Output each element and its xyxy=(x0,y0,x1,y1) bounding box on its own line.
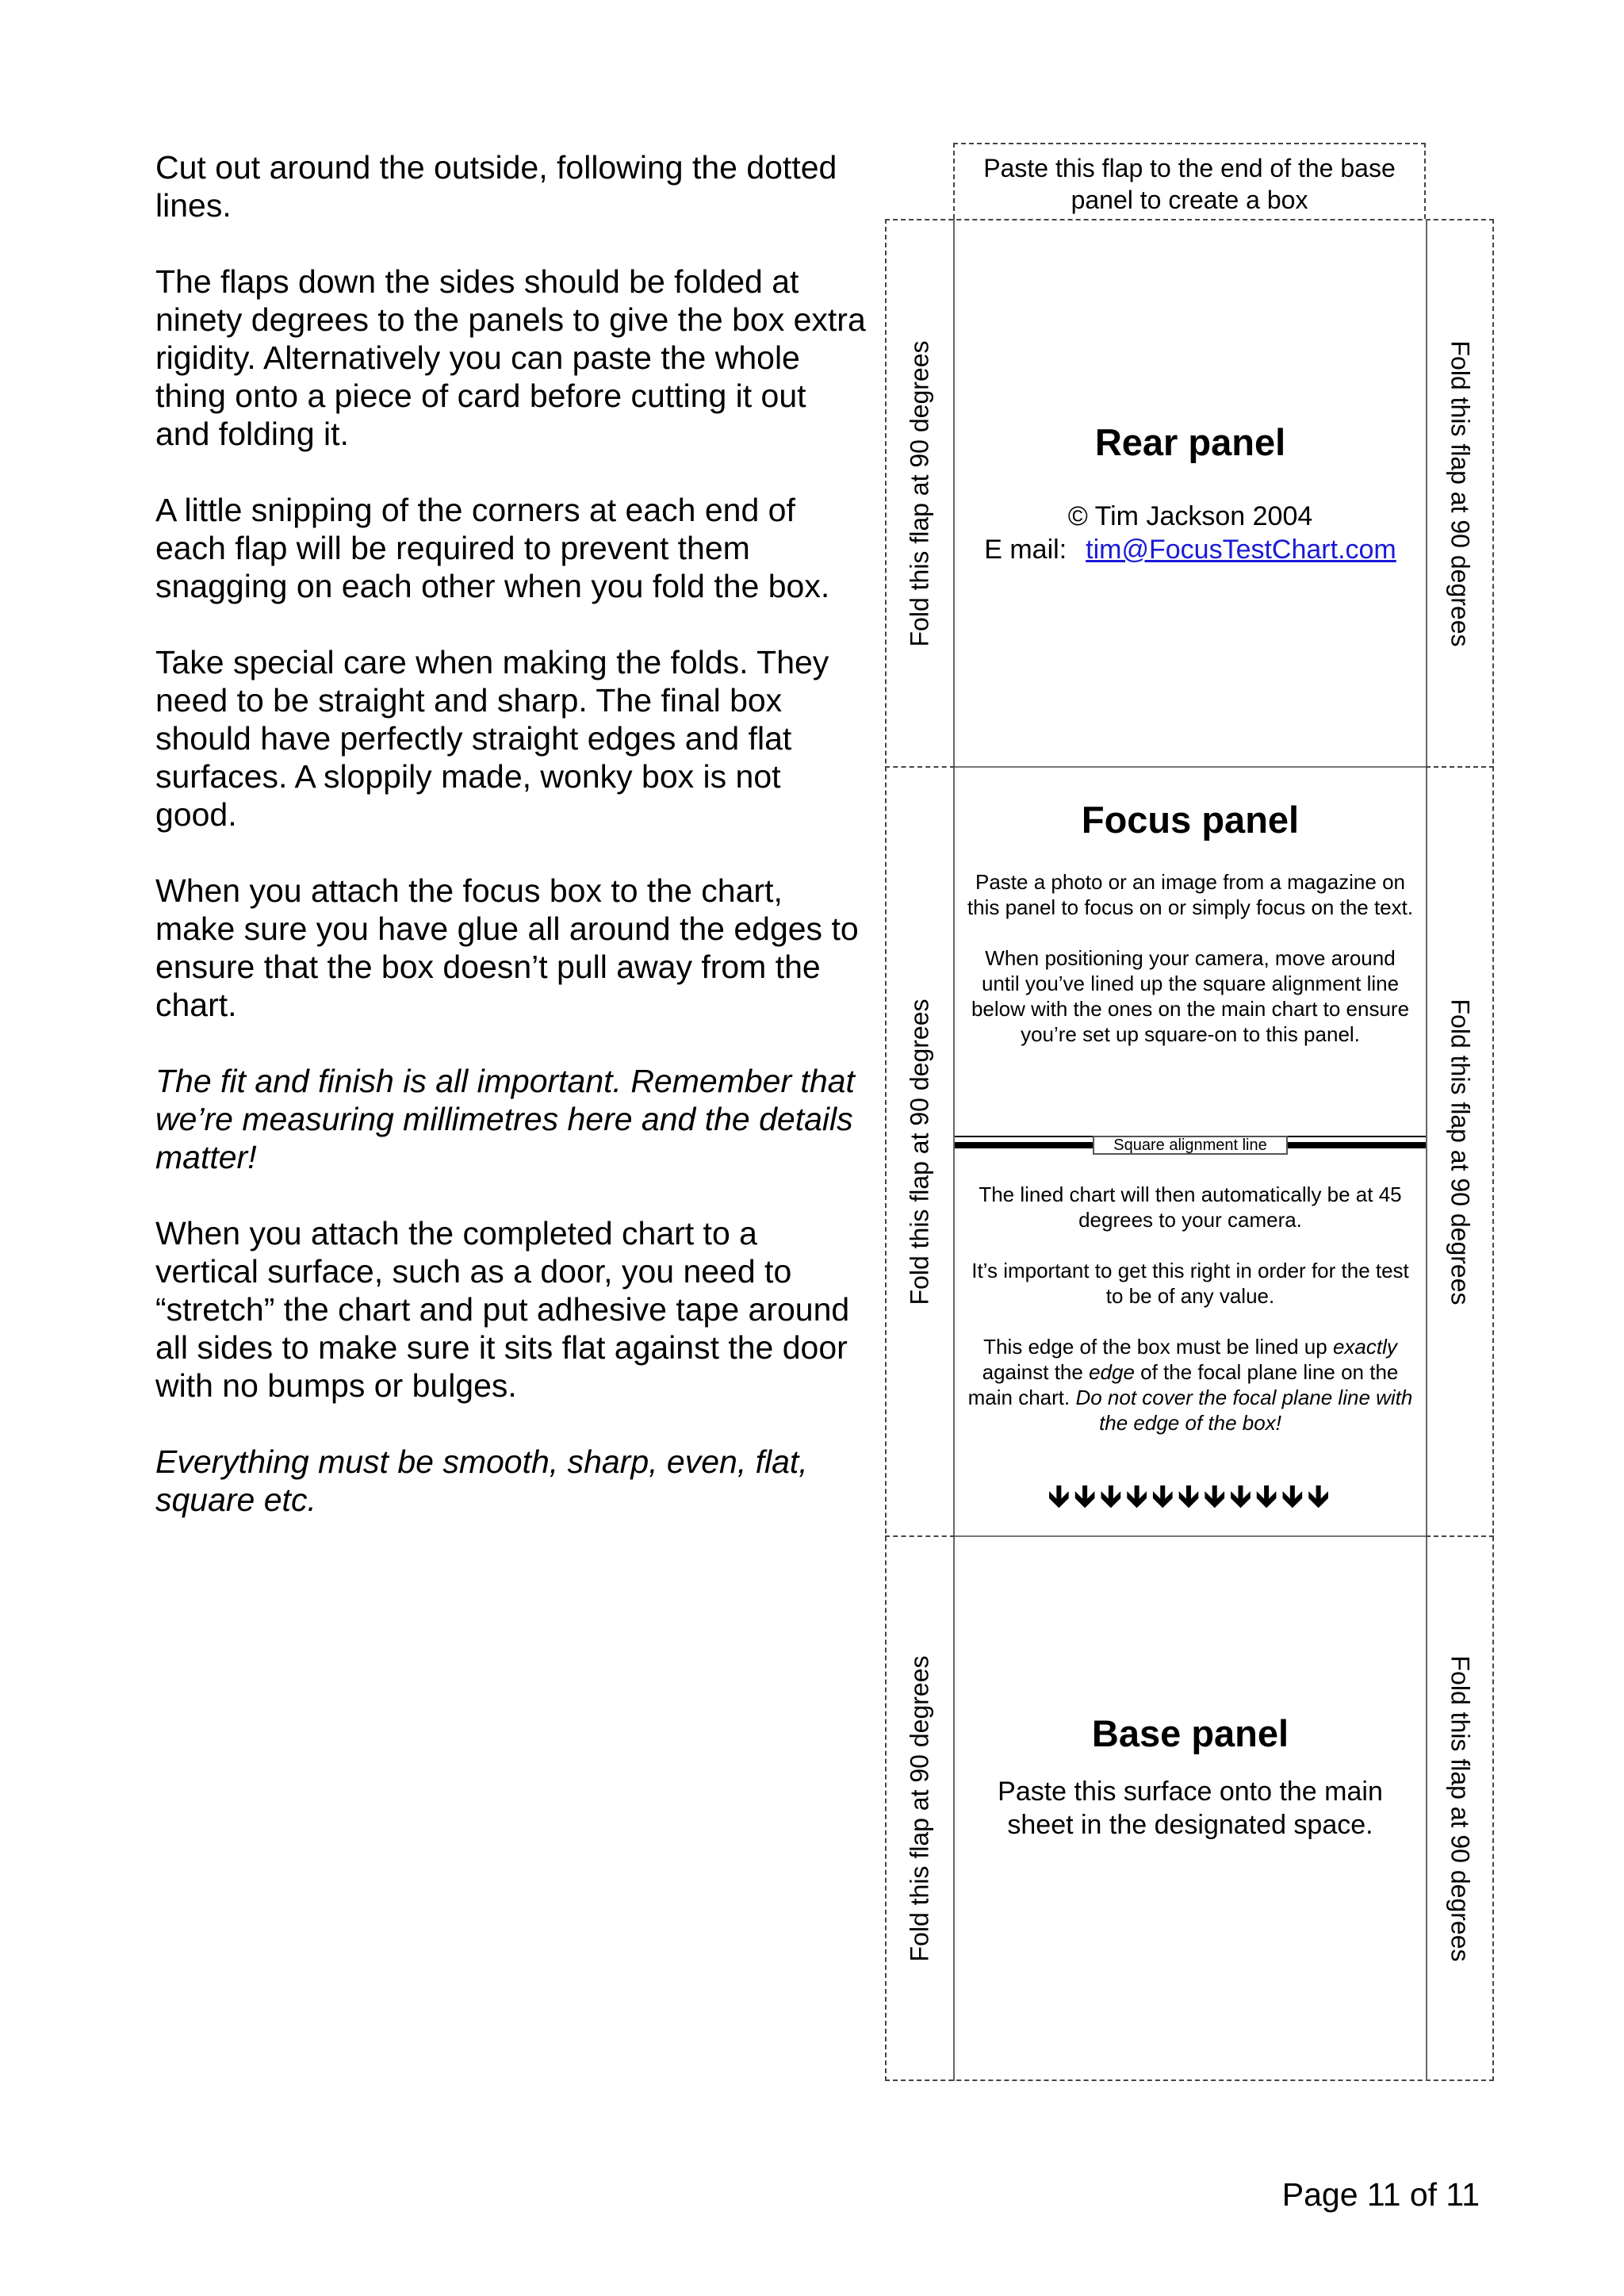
right-flap-focus xyxy=(1427,768,1492,1535)
instruction-flaps: The flaps down the sides should be folded at ninety degrees to the panels to give the box extra rigidity. Alternatively you can paste the whole thing onto a piece of card before cutting it out and folding it. xyxy=(155,263,866,452)
instruction-fit-finish: The fit and finish is all important. Remember that we’re measuring millimetres here and the details matter! xyxy=(155,1063,855,1175)
top-flap-label: Paste this flap to the end of the base panel to create a box xyxy=(983,154,1396,214)
instruction-smooth: Everything must be smooth, sharp, even, flat, square etc. xyxy=(155,1443,808,1518)
instructions-column xyxy=(155,148,869,1557)
right-flap-base-label: Fold this flap at 90 degrees xyxy=(1446,1654,1475,1962)
rear-email-row xyxy=(955,533,1426,566)
focus-note-45-degrees: The lined chart will then automatically be at 45 degrees to your camera. xyxy=(979,1182,1402,1232)
right-flap-base xyxy=(1427,1537,1492,2079)
focus-note-photo: Paste a photo or an image from a magazine on this panel to focus on or simply focus on the text. xyxy=(967,870,1414,919)
edge-note-emphasis: exactly xyxy=(1332,1335,1397,1359)
focus-note-edge xyxy=(955,1334,1426,1435)
focus-panel xyxy=(955,798,1426,1072)
edge-note-emphasis: edge xyxy=(1089,1360,1135,1384)
rear-panel xyxy=(955,420,1426,566)
left-flap-focus xyxy=(887,768,953,1535)
focus-note-positioning: When positioning your camera, move around until you’ve lined up the square alignment line below with the ones on the main chart to ensure you’re set up square-on to this panel. xyxy=(971,946,1410,1046)
edge-note-part: This edge of the box must be lined up xyxy=(983,1335,1333,1359)
top-paste-flap xyxy=(953,143,1426,219)
instruction-snipping: A little snipping of the corners at each end of each flap will be required to prevent them snagging on each other when you fold the box. xyxy=(155,492,830,604)
left-flap-focus-label: Fold this flap at 90 degrees xyxy=(905,998,934,1305)
instruction-attach-box: When you attach the focus box to the chart, make sure you have glue all around the edges to ensure that the box doesn’t pull away from the chart. xyxy=(155,872,859,1023)
alignment-label: Square alignment line xyxy=(1093,1136,1288,1155)
rear-email-label: E mail: xyxy=(984,535,1067,565)
edge-note-warning: Do not cover the focal plane line with the edge of the box! xyxy=(1075,1386,1413,1435)
right-flap-focus-label: Fold this flap at 90 degrees xyxy=(1446,998,1475,1305)
page-number: Page 11 of 11 xyxy=(1281,2176,1480,2213)
left-flap-rear xyxy=(887,220,953,766)
panel-divider-focus-base xyxy=(955,1535,1426,1537)
right-flap-rear-label: Fold this flap at 90 degrees xyxy=(1446,339,1475,647)
focus-note-important: It’s important to get this right in order for the test to be of any value. xyxy=(971,1259,1409,1308)
instruction-folds: Take special care when making the folds. They need to be straight and sharp. The final box should have perfectly straight edges and flat surfaces. A sloppily made, wonky box is not good. xyxy=(155,644,829,833)
square-alignment-line xyxy=(955,1136,1426,1156)
focus-panel-title: Focus panel xyxy=(1081,799,1300,841)
down-arrows-icon: 🡻🡻🡻🡻🡻🡻🡻🡻🡻🡻🡻 xyxy=(1048,1479,1333,1514)
rear-copyright: © Tim Jackson 2004 xyxy=(1067,501,1313,531)
edge-note-part: against the xyxy=(982,1360,1090,1384)
base-panel-text: Paste this surface onto the main sheet in the designated space. xyxy=(998,1777,1383,1840)
instruction-vertical-surface: When you attach the completed chart to a vertical surface, such as a door, you need to “stretch” the chart and put adhesive tape around all sides to make sure it sits flat against the door with no bumps or bulges. xyxy=(155,1215,850,1404)
base-panel-title: Base panel xyxy=(1091,1712,1289,1754)
rear-panel-title: Rear panel xyxy=(1094,421,1286,463)
focus-panel-lower xyxy=(955,1182,1426,1461)
email-link[interactable]: tim@FocusTestChart.com xyxy=(1086,535,1396,565)
base-panel xyxy=(955,1711,1426,1842)
panel-divider-rear-focus xyxy=(955,766,1426,768)
left-flap-base xyxy=(887,1537,953,2079)
instruction-cut-out: Cut out around the outside, following the dotted lines. xyxy=(155,149,837,224)
left-flap-rear-label: Fold this flap at 90 degrees xyxy=(905,339,934,647)
left-flap-base-label: Fold this flap at 90 degrees xyxy=(905,1654,934,1962)
edge-note-part: of the focal plane line on the main chart. xyxy=(967,1360,1399,1409)
right-flap-rear xyxy=(1427,220,1492,766)
